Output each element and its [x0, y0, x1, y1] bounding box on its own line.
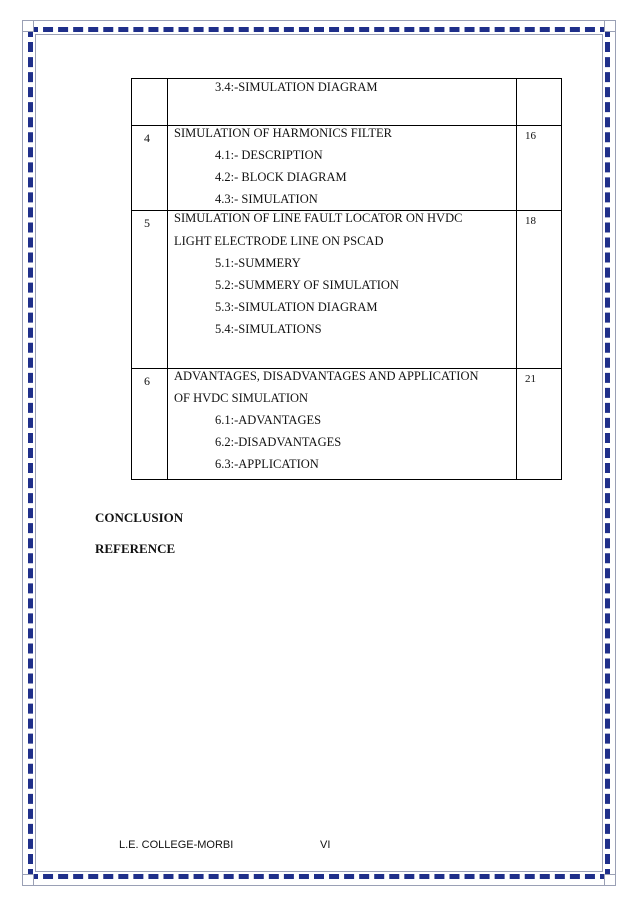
toc-sub-item: 3.4:-SIMULATION DIAGRAM — [215, 80, 378, 94]
toc-row — [132, 211, 561, 369]
toc-row — [132, 79, 561, 126]
toc-sub-item: 5.1:-SUMMERY — [215, 256, 301, 270]
toc-page-number: 18 — [525, 215, 536, 227]
toc-row — [132, 126, 561, 211]
toc-number-cell — [132, 369, 168, 479]
toc-page-cell — [516, 211, 561, 368]
toc-number-cell — [132, 126, 168, 210]
toc-chapter-title: ADVANTAGES, DISADVANTAGES AND APPLICATION — [174, 369, 479, 383]
border-corner-top-right — [604, 20, 616, 32]
toc-page-cell — [516, 79, 561, 125]
toc-chapter-title: LIGHT ELECTRODE LINE ON PSCAD — [174, 234, 384, 248]
toc-sub-item: 4.3:- SIMULATION — [215, 192, 318, 206]
toc-chapter-title: OF HVDC SIMULATION — [174, 391, 309, 405]
toc-page-number: 16 — [525, 130, 536, 142]
toc-page-cell — [516, 126, 561, 210]
footer-page-number: VI — [320, 839, 331, 851]
toc-sub-item: 5.3:-SIMULATION DIAGRAM — [215, 300, 378, 314]
table-of-contents — [131, 78, 562, 480]
toc-page-number: 21 — [525, 373, 536, 385]
toc-sub-item: 4.2:- BLOCK DIAGRAM — [215, 170, 347, 184]
toc-page-cell — [516, 369, 561, 479]
border-corner-bottom-left — [22, 874, 34, 886]
toc-number: 6 — [144, 374, 150, 388]
toc-sub-item: 6.2:-DISADVANTAGES — [215, 435, 342, 449]
toc-sub-item: 5.4:-SIMULATIONS — [215, 322, 322, 336]
footer-college-name: L.E. COLLEGE-MORBI — [119, 839, 234, 851]
border-corner-top-left — [22, 20, 34, 32]
section-reference: REFERENCE — [95, 541, 176, 556]
toc-number: 5 — [144, 216, 150, 230]
toc-number: 4 — [144, 131, 150, 145]
toc-sub-item: 4.1:- DESCRIPTION — [215, 148, 323, 162]
toc-sub-item: 5.2:-SUMMERY OF SIMULATION — [215, 278, 399, 292]
border-corner-bottom-right — [604, 874, 616, 886]
toc-chapter-title: SIMULATION OF HARMONICS FILTER — [174, 126, 392, 140]
toc-row — [132, 369, 561, 479]
toc-chapter-title: SIMULATION OF LINE FAULT LOCATOR ON HVDC — [174, 211, 463, 225]
toc-sub-item: 6.3:-APPLICATION — [215, 457, 319, 471]
toc-sub-item: 6.1:-ADVANTAGES — [215, 413, 322, 427]
toc-number-cell — [132, 79, 168, 125]
section-conclusion: CONCLUSION — [95, 510, 184, 525]
toc-number-cell — [132, 211, 168, 368]
